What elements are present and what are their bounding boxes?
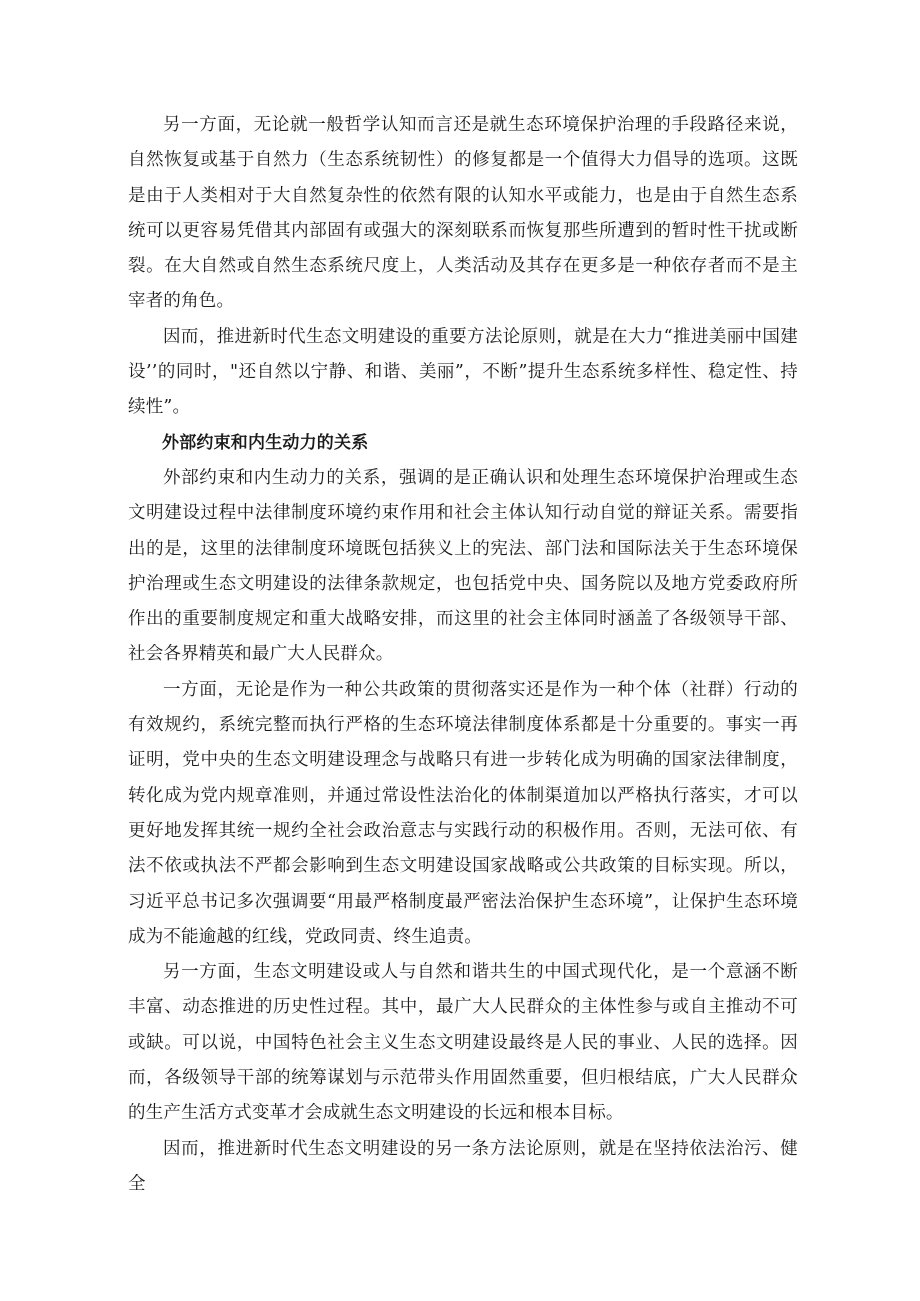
section-heading: 外部约束和内生动力的关系 (162, 432, 369, 453)
document-body (128, 108, 798, 1202)
paragraph-another-principle: 因而，推进新时代生态文明建设的另一条方法论原则，就是在坚持依法治污、健全 (128, 1138, 798, 1194)
paragraph-external-internal: 外部约束和内生动力的关系，强调的是正确认识和处理生态环境保护治理或生态文明建设过程中法律制度环境约束作用和社会主体认知行动自觉的辩证关系。需要指出的是，这里的法律制度环境既包括狭义上的宪法、部门法和国际法关于生态环境保护治理或生态文明建设的法律条款规定，也包括党中央、国务院以及地方党委政府所作出的重要制度规定和重大战略安排，而这里的社会主体同时涵盖了各级领导干部、社会各界精英和最广大人民群众。 (128, 467, 798, 665)
paragraph-methodology-principle: 因而，推进新时代生态文明建设的重要方法论原则，就是在大力“推进美丽中国建设’’的同时，"还自然以宁静、和谐、美丽”，不断”提升生态系统多样性、稳定性、持续性”。 (128, 326, 798, 418)
paragraph-legal-system: 一方面，无论是作为一种公共政策的贯彻落实还是作为一种个体（社群）行动的有效规约，系统完整而执行严格的生态环境法律制度体系都是十分重要的。事实一再证明，党中央的生态文明建设理念与战略只有进一步转化成为明确的国家法律制度，转化成为党内规章准则，并通过常设性法治化的体制渠道加以严格执行落实，才可以更好地发挥其统一规约全社会政治意志与实践行动的积极作用。否则，无法可依、有法不依或执法不严都会影响到生态文明建设国家战略或公共政策的目标实现。所以，习近平总书记多次强调要“用最严格制度最严密法治保护生态环境”，让保护生态环境成为不能逾越的红线，党政同责、终生追责。 (128, 679, 798, 947)
paragraph-natural-restoration: 另一方面，无论就一般哲学认知而言还是就生态环境保护治理的手段路径来说，自然恢复或基于自然力（生态系统韧性）的修复都是一个值得大力倡导的选项。这既是由于人类相对于大自然复杂性的依然有限的认知水平或能力，也是由于自然生态系统可以更容易凭借其内部固有或强大的深刻联系而恢复那些所遭到的暂时性干扰或断裂。在大自然或自然生态系统尺度上，人类活动及其存在更多是一种依存者而不是主宰者的角色。 (128, 115, 798, 312)
paragraph-people-participation: 另一方面，生态文明建设或人与自然和谐共生的中国式现代化，是一个意涵不断丰富、动态推进的历史性过程。其中，最广大人民群众的主体性参与或自主推动不可或缺。可以说，中国特色社会主义生态文明建设最终是人民的事业、人民的选择。因而，各级领导干部的统筹谋划与示范带头作用固然重要，但归根结底，广大人民群众的生产生活方式变革才会成就生态文明建设的长远和根本目标。 (128, 962, 798, 1124)
